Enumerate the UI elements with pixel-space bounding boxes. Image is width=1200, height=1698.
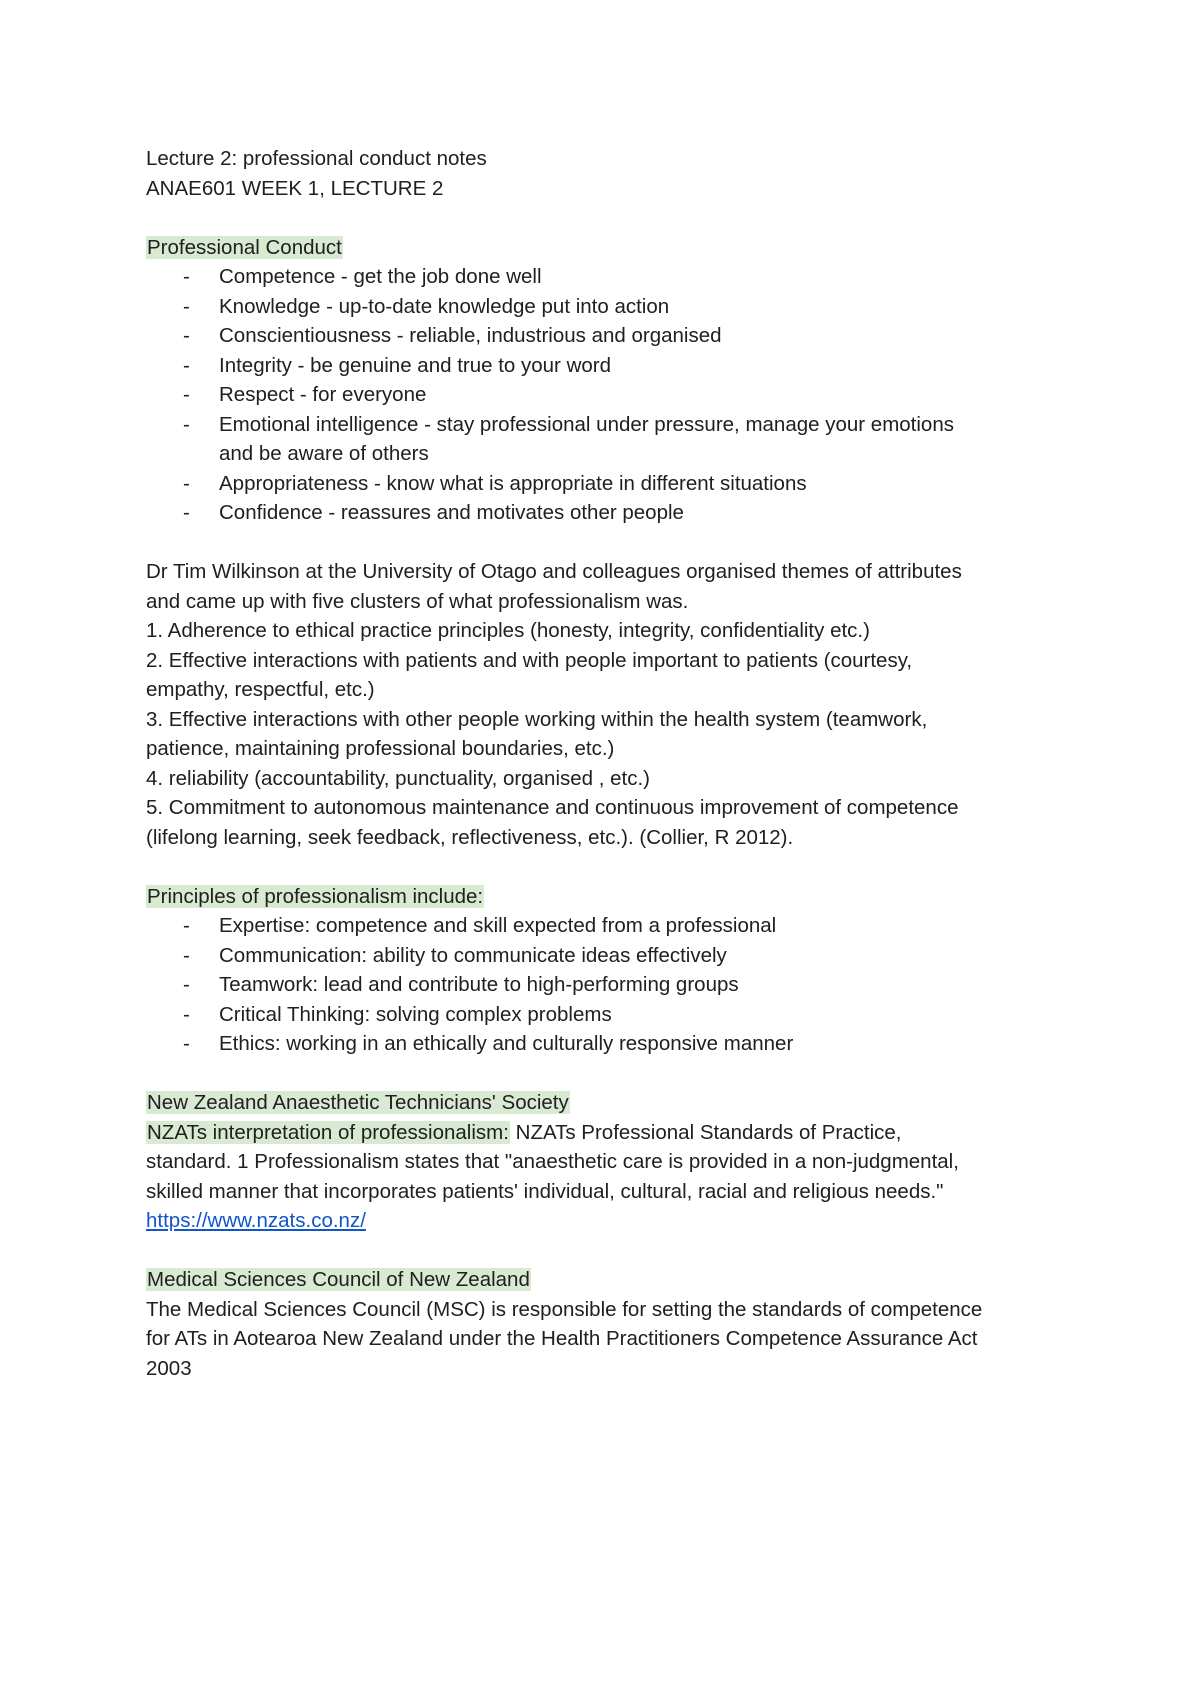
dash-marker: - [183,943,190,967]
list-item-text: Expertise: competence and skill expected from a professional [219,914,777,937]
list-item-text: Integrity - be genuine and true to your word [219,353,612,377]
cluster-line: 5. Commitment to autonomous maintenance and continuous improvement of competence [146,796,959,819]
highlighted-heading: New Zealand Anaesthetic Technicians' Society [147,1091,569,1114]
list-item [146,911,1120,941]
dash-marker: - [183,1032,190,1055]
list-item [146,262,1120,292]
section-heading-principles [146,882,1120,912]
cluster-line: 2. Effective interactions with patients and with people important to patients (courtesy, [146,648,913,672]
spacer [146,852,1120,882]
wilkinson-intro-line: and came up with five clusters of what professionalism was. [146,589,689,613]
spacer [146,1236,1120,1266]
section-heading-nzats [146,1088,1120,1118]
list-item [146,380,1120,410]
document-subtitle: ANAE601 WEEK 1, LECTURE 2 [146,176,444,200]
list-item-text: Teamwork: lead and contribute to high-performing groups [219,973,739,996]
nzats-interpretation-line [146,1118,1120,1148]
list-item-text: Ethics: working in an ethically and culturally responsive manner [219,1032,794,1055]
dash-marker: - [183,471,190,495]
list-item [146,498,1120,528]
list-item [146,292,1120,322]
spacer [146,203,1120,233]
spacer [146,528,1120,558]
cluster-line: (lifelong learning, seek feedback, reflectiveness, etc.). (Collier, R 2012). [146,825,794,849]
dash-marker: - [183,324,190,347]
cluster-line: 3. Effective interactions with other people working within the health system (teamwork, [146,707,928,731]
msc-text-line: The Medical Sciences Council (MSC) is responsible for setting the standards of competence [146,1297,983,1321]
list-item-text: Communication: ability to communicate ideas effectively [219,943,727,967]
nzats-link-line [146,1206,1120,1236]
list-item [146,469,1120,499]
section-heading-professional-conduct [146,233,1120,263]
dash-marker: - [183,914,190,937]
nzats-text-line: standard. 1 Professionalism states that "anaesthetic care is provided in a non-judgmental, [146,1150,959,1173]
highlighted-heading: Professional Conduct [147,235,342,259]
highlighted-heading: Principles of professionalism include: [147,884,484,908]
spacer [146,1059,1120,1089]
cluster-line: patience, maintaining professional boundaries, etc.) [146,737,615,760]
professional-conduct-list [146,262,1120,528]
nzats-text-line: skilled manner that incorporates patients' individual, cultural, racial and religious needs." [146,1179,944,1203]
list-item-text: Competence - get the job done well [219,265,542,288]
list-item [146,351,1120,381]
document-title: Lecture 2: professional conduct notes [146,147,487,170]
section-heading-msc [146,1265,1120,1295]
dash-marker: - [183,265,190,288]
msc-text-line: for ATs in Aotearoa New Zealand under the Health Practitioners Competence Assurance Act [146,1327,978,1350]
list-item [146,321,1120,351]
msc-text-line: 2003 [146,1356,192,1380]
dash-marker: - [183,383,190,406]
wilkinson-intro-line: Dr Tim Wilkinson at the University of Otago and colleagues organised themes of attributes [146,560,962,583]
list-item-text: Emotional intelligence - stay professional under pressure, manage your emotions and be aware of others [219,412,954,465]
principles-list [146,911,1120,1059]
list-item-text: Conscientiousness - reliable, industrious and organised [219,324,722,347]
dash-marker: - [183,501,190,524]
cluster-line: empathy, respectful, etc.) [146,678,375,701]
dash-marker: - [183,294,190,318]
cluster-line: 4. reliability (accountability, punctuality, organised , etc.) [146,766,651,790]
list-item-text: Appropriateness - know what is appropriate in different situations [219,471,807,495]
dash-marker: - [183,1002,190,1026]
list-item [146,1029,1120,1059]
highlighted-label: NZATs interpretation of professionalism: [147,1120,509,1144]
dash-marker: - [183,412,190,436]
cluster-line: 1. Adherence to ethical practice principles (honesty, integrity, confidentiality etc.) [146,619,870,642]
nzats-interpretation-text: NZATs Professional Standards of Practice, [509,1120,902,1144]
list-item-text: Confidence - reassures and motivates other people [219,501,684,524]
list-item [146,410,979,469]
dash-marker: - [183,353,190,377]
dash-marker: - [183,973,190,996]
nzats-website-link[interactable]: https://www.nzats.co.nz/ [146,1209,366,1232]
list-item [146,941,1120,971]
list-item [146,1000,1120,1030]
list-item-text: Critical Thinking: solving complex problems [219,1002,612,1026]
list-item [146,970,1120,1000]
highlighted-heading: Medical Sciences Council of New Zealand [147,1268,530,1291]
list-item-text: Knowledge - up-to-date knowledge put into action [219,294,670,318]
list-item-text: Respect - for everyone [219,383,427,406]
